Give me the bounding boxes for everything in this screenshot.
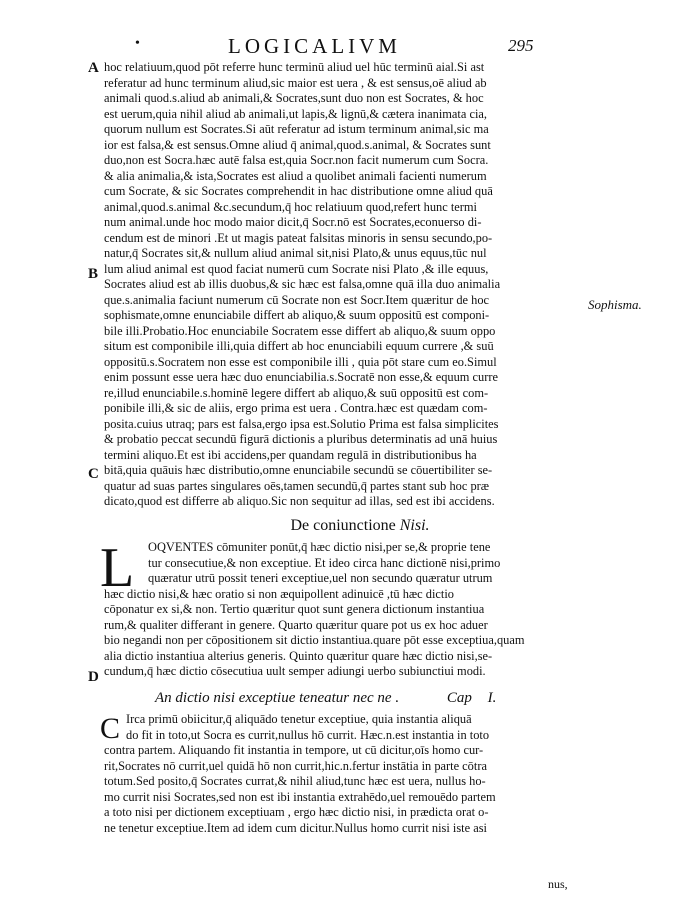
section-heading bbox=[0, 517, 685, 535]
header-dot: • bbox=[135, 36, 140, 51]
paragraph-intro bbox=[104, 540, 576, 680]
text-line: mo currit nisi Socrates,sed non est ibi instantia extrahēdo,uel remouēdo partem bbox=[104, 789, 496, 804]
text-line: termini aliquo.Et est ibi accidens,per quandam regulā in distributionibus ha bbox=[104, 447, 477, 462]
chapter-title: An dictio nisi exceptiue teneatur nec ne . bbox=[155, 690, 400, 706]
text-line: ior est falsa,& est sensus.Omne aliud q̄ animal,quod.s.animal, & Socrates sunt bbox=[104, 137, 491, 152]
text-line: natur,q̄ Socrates sit,& nullum aliud animal sit,nisi Plato,& unus equus,tūc nul bbox=[104, 246, 487, 260]
text-line: referatur ad hunc terminum aliud,sic maior est uera , & est sensus,oē aliud ab bbox=[104, 75, 487, 90]
text-line: & probatio peccat secundū figurā dictionis a pluribus determinatis ad unā huius bbox=[104, 432, 498, 446]
text-line: cundum,q̄ hæc dictio cōsecutiua uult semper adiungi uerbo subiunctiui modi. bbox=[104, 664, 486, 678]
text-line: hæc dictio nisi,& hæc oratio si non æquipollent adinuicē ,tū hæc dictio bbox=[104, 586, 454, 601]
section-heading-prefix: De coniunctione bbox=[290, 517, 396, 534]
chapter-heading bbox=[155, 690, 496, 707]
text-line: enim possunt esse uera hæc duo enunciabilia.s.Socratē non esse,& equum curre bbox=[104, 370, 498, 384]
text-line: oppositū.s.Socratem non esse est componibile illi , quia pōt stare cum eo.Simul bbox=[104, 354, 497, 369]
text-line: cendum est de minori .Et ut magis pateat falsitas minoris in sensu secundo,po- bbox=[104, 230, 493, 245]
text-line: animali quod.s.aliud ab animali,& Socrates,sunt duo non est Socrates, & hoc bbox=[104, 91, 484, 105]
margin-note: Sophisma. bbox=[588, 297, 642, 312]
text-line: ne tenetur exceptiue.Item ad idem cum dicitur.Nullus homo currit nisi iste asi bbox=[104, 820, 487, 835]
text-line: num animal.unde hoc modo maior dicit,q̄ Socr.nō est Socrates,econuerso di- bbox=[104, 215, 482, 229]
text-line: OQVENTES cōmuniter ponūt,q̄ hæc dictio nisi,per se,& proprie tene bbox=[148, 540, 491, 554]
text-line: alia dictio instantiua alterius generis. Quinto quæritur quare hæc dictio nisi,se- bbox=[104, 648, 493, 663]
text-line: hoc relatiuum,quod pōt referre hunc terminū aliud uel hūc terminū aial.Si ast bbox=[104, 60, 485, 74]
text-line: est uerum,quia nihil aliud ab animali,ut lapis,& lignū,& cætera inanimata cia, bbox=[104, 106, 487, 121]
running-head bbox=[0, 34, 685, 58]
paragraph-main bbox=[104, 60, 576, 510]
text-line: tur consecutiue,& non exceptiue. Et ideo circa hanc dictionē nisi,primo bbox=[148, 555, 501, 570]
page-number: 295 bbox=[508, 36, 534, 55]
text-line: sophismate,omne enunciabile differt ab aliquo,& suum oppositū est componi- bbox=[104, 308, 490, 322]
text-line: duo,non est Socra.hæc autē falsa est,quia Socr.non facit numerum cum Socra. bbox=[104, 153, 489, 167]
text-line: bio negandi non per cōpositionem sit dictio instantiua.quare pōt esse exceptiua,quam bbox=[104, 633, 525, 647]
text-line: bitā,quia quāuis hæc distributio,omne enunciabile secundū se cōuertibiliter se- bbox=[104, 463, 493, 477]
running-title: LOGICALIVM bbox=[228, 34, 401, 58]
catchword: nus, bbox=[548, 877, 568, 891]
paragraph-chapter bbox=[104, 712, 576, 836]
chapter-number: I. bbox=[487, 690, 497, 706]
text-line: re,illud enunciabile.s.hominē legere differt ab aliquo,& suū oppositū est com- bbox=[104, 385, 489, 400]
text-line: totum.Sed posito,q̄ Socrates currat,& nihil aliud,tunc hæc est uera, nullus ho- bbox=[104, 774, 486, 788]
text-line: dicato,quod est differre ab aliquo.Sic non sequitur ad illas, sed est ibi accidens. bbox=[104, 494, 495, 508]
margin-marker-b: B bbox=[88, 266, 99, 282]
text-line: rum,& qualiter differant in genere. Quarto quæritur quare pot us ex hoc aduer bbox=[104, 617, 488, 632]
margin-marker-a: A bbox=[88, 60, 99, 76]
text-line: & alia animalia,& ista,Socrates est aliud a quolibet animali facienti numerum bbox=[104, 168, 487, 183]
text-line: que.s.animalia faciunt numerum cū Socrate non est Socr.Item quæritur de hoc bbox=[104, 292, 490, 307]
text-line: cōponatur ex si,& non. Tertio quæritur quot sunt genera dictionum instantiua bbox=[104, 602, 485, 616]
text-line: do fit in toto,ut Socra es currit,nullus hō currit. Hæc.n.est instantia in toto bbox=[126, 727, 490, 742]
section-heading-word: Nisi. bbox=[399, 517, 430, 534]
text-line: animal,quod.s.animal &c.secundum,q̄ hoc relatiuum quod,refert hunc termi bbox=[104, 199, 477, 214]
text-line: quorum nullum est Socrates.Si aūt referatur ad istum terminum animal,sic ma bbox=[104, 122, 489, 136]
text-line: situm est componibile illi,quia differt ab hoc enunciabili equum currere ,& suū bbox=[104, 339, 494, 353]
text-line: quæratur utrū possit teneri exceptiue,uel non secundo quæratur utrum bbox=[148, 571, 493, 585]
text-line: rit,Socrates nō currit,uel quidā hō non currit,hic.n.fertur instātia in parte cōtra bbox=[104, 758, 487, 773]
text-line: cum Socrate, & sic Socrates comprehendit in hac distributione omne aliud quā bbox=[104, 184, 493, 198]
drop-cap-c: C bbox=[100, 712, 121, 745]
text-line: posita.cuius utraq; pars est falsa,ergo ipsa est.Solutio Prima est falsa simplicites bbox=[104, 416, 499, 431]
text-line: a toto nisi per dictionem exceptiuam , ergo hæc dictio nisi, in prædicta orat o- bbox=[104, 805, 489, 819]
text-line: lum aliud animal est quod faciat numerū cum Socrate nisi Plato ,& ille equus, bbox=[104, 261, 489, 276]
text-line: Irca primū obiicitur,q̄ aliquādo tenetur exceptiue, quia instantia aliquā bbox=[126, 712, 472, 726]
text-line: ponibile illi,& sic de aliis, ergo prima est uera . Contra.hæc est quædam com- bbox=[104, 401, 488, 415]
text-line: bile illi.Probatio.Hoc enunciabile Socratem esse differt ab aliquo,& suum oppo bbox=[104, 323, 496, 338]
text-line: Socrates aliud est ab illis duobus,& sic hæc est falsa,omne quā illa duo animalia bbox=[104, 277, 501, 291]
chapter-label: Cap bbox=[446, 690, 472, 706]
drop-cap-l: L bbox=[100, 537, 135, 599]
text-line: quatur ad suas partes singulares oēs,tamen secundū,q̄ partes stant sub hoc præ bbox=[104, 478, 490, 493]
margin-marker-d: D bbox=[88, 669, 99, 685]
text-line: contra partem. Aliquando fit instantia in tempore, ut cū dicitur,oīs homo cur- bbox=[104, 743, 484, 757]
margin-marker-c: C bbox=[88, 466, 99, 482]
